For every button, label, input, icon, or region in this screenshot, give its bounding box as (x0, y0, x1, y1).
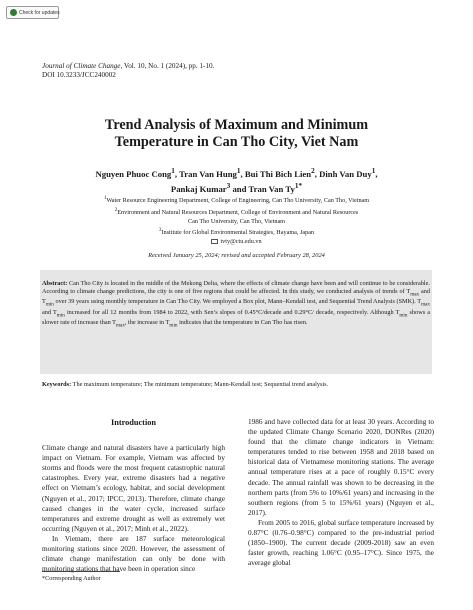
abstract-text: shows a slower rate of increase than T (42, 308, 430, 327)
check-for-updates-label: Check for updates (19, 9, 60, 16)
journal-issue: , Vol. 10, No. 1 (2024), pp. 1-10. (120, 62, 215, 70)
intro-paragraph-2: In Vietnam, there are 187 surface meteorological monitoring stations since 2020. However, the assessment of climate change manifestation can only be done with monitoring stations that have been in operation since (42, 534, 225, 574)
abstract-text: over 39 years using monthly temperature in Can Tho City. We employed a Box plot, Mann–Kendall test, and Sequential Trend Analysis (SMK). T (53, 298, 422, 306)
affiliation-2-sup: 2 (114, 206, 118, 213)
abstract-text: , the increase in T (124, 319, 170, 327)
affiliation-2-line-2: Can Tho University, Can Tho, Vietnam (187, 217, 285, 225)
journal-doi: DOI 10.3233/JCC240002 (42, 71, 116, 79)
check-for-updates-button[interactable] (6, 6, 59, 19)
journal-citation (42, 62, 214, 80)
abstract-text: Can Tho City is located in the middle of the Mekong Delta, where the effects of climate change have been and will continue to be considerable. According to climate change predictions, the city is one of five regions that could be affected. In this study, we conducted analysis of trends of T (42, 280, 430, 296)
affiliation-2 (30, 206, 443, 218)
abstract-label: Abstract: (42, 280, 68, 287)
section-heading-introduction: Introduction (110, 418, 157, 427)
intro-paragraph-1: Climate change and natural disasters have a particularly high impact on Vietnam. For example, Vietnam was affected by storms and floods were the most frequent catastrophic natural catastrophes. Every year, extreme disasters had a negative effect on Vietnam’s ecology, habitat, and social development (Nguyen et al., 2017; IPCC, 2013). Therefore, climate change caused changes in the water cycle, increased surface temperatures and extreme drought as well as extremely wet occurring (Nguyen et al., 2017; Minh et al., 2022). (42, 444, 225, 533)
author-sep: , (314, 168, 320, 179)
intro-paragraph-3: 1986 and have collected data for at least 30 years. According to the updated Climate Change Scenario 2020, DONRes (2020) found that the climate change indicators in Vietnam: temperatures tended to rise between 1958 and 2018 based on historical data of Vietnamese monitoring stations. The average annual temperature rises at a pace of roughly 0.15°C every decade. The annual rainfall was shown to be decreasing in the northern parts (from 5% to 10%/61 years) and increasing in the southern regions (from 5 to 15%/61 years) (Nguyen et al., 2017). (248, 418, 434, 517)
author-and: and (230, 184, 249, 195)
intro-paragraph-4: From 2005 to 2016, global surface temperature increased by 0.87°C (0.76–0.98°C) compared to the pre-industrial period (1850–1900). The current decade (2009-2018) saw an even faster growth, reaching 1.06°C (0.95–17°C). Since 1975, the average global (248, 518, 434, 568)
journal-name: Journal of Climate Change (42, 62, 121, 70)
author-sep: , (240, 168, 245, 179)
abstract-text: increased for all 12 months from 1984 to 2022, with Sen’s slopes of 0.45°C/decade and 0.29°C/ decade, respectively. Although T (64, 308, 400, 316)
mail-icon (211, 239, 218, 244)
affiliations (30, 194, 443, 247)
author-2-sup: 1 (236, 167, 241, 175)
abstract-box (40, 270, 432, 374)
title-line-2: Temperature in Can Tho City, Viet Nam (114, 134, 359, 150)
check-updates-icon (10, 9, 17, 16)
affiliation-1 (30, 194, 443, 206)
sub-min: min (169, 322, 178, 329)
author-1-sup: 1 (171, 167, 175, 175)
footnote-separator (42, 571, 120, 572)
sub-min: min (45, 301, 54, 308)
sub-max: max (410, 291, 420, 298)
keywords-label: Keywords: (42, 381, 72, 388)
affiliation-1-text: Water Resource Engineering Department, College of Engineering, Can Tho University, Can Tho, Vietnam (106, 197, 370, 205)
sub-max: max (115, 322, 125, 329)
author-5-sup: 3 (226, 182, 231, 191)
author-3: Bui Thi Bich Lien (244, 168, 312, 179)
sub-min: min (399, 312, 408, 319)
affiliation-3 (30, 226, 443, 238)
sub-min: min (56, 312, 65, 319)
author-list: Nguyen Phuoc Cong$^1$, Tran Van Hung$^1$, Bui Thi Bich Lien$^2$, Dinh Van Duy$^1$, Pankaj Kumar$^3$ and Tran Van $Ty^{1*}$ (95, 167, 378, 195)
title-line-1: Trend Analysis of Maximum and Minimum (104, 117, 369, 133)
author-6: Tran Van Ty (248, 184, 295, 195)
author-6-sup: 1* (294, 182, 303, 191)
left-column (42, 418, 225, 574)
keywords (42, 381, 432, 389)
email-link[interactable]: tvty@ctu.edu.vn (220, 238, 262, 245)
affiliation-3-text: Institute for Global Environmental Strategies, Hayama, Japan (161, 229, 315, 237)
paper-title (30, 117, 443, 151)
author-3-sup: 2 (311, 167, 315, 175)
sub-max: max (421, 301, 430, 308)
abstract-text: and T (42, 288, 430, 306)
affiliation-2-line-1: Environment and Natural Resources Department, College of Environment and Natural Resources (117, 208, 359, 216)
email-line (30, 238, 443, 247)
author-1: Nguyen Phuoc Cong (95, 168, 172, 179)
author-4: Dinh Van Duy (319, 168, 372, 179)
keywords-text: The maximum temperature; The minimum temperature; Mann-Kendall test; Sequential trend analysis. (71, 381, 329, 388)
corresponding-author-footnote: *Corresponding Author (42, 575, 101, 582)
received-dates: Received January 25, 2024; revised and accepted February 28, 2024 (148, 252, 325, 259)
author-2: Tran Van Hung (179, 168, 237, 179)
right-column (248, 417, 434, 568)
author-4-sup: 1 (371, 167, 376, 175)
abstract-text: and T (42, 308, 57, 316)
author-5: Pankaj Kumar (170, 184, 227, 195)
affiliation-3-sup: 3 (158, 227, 162, 234)
affiliation-1-sup: 1 (103, 195, 107, 201)
author-sep: , (174, 168, 180, 179)
abstract-text: indicates that the temperature in Can Tho has risen. (177, 319, 308, 327)
